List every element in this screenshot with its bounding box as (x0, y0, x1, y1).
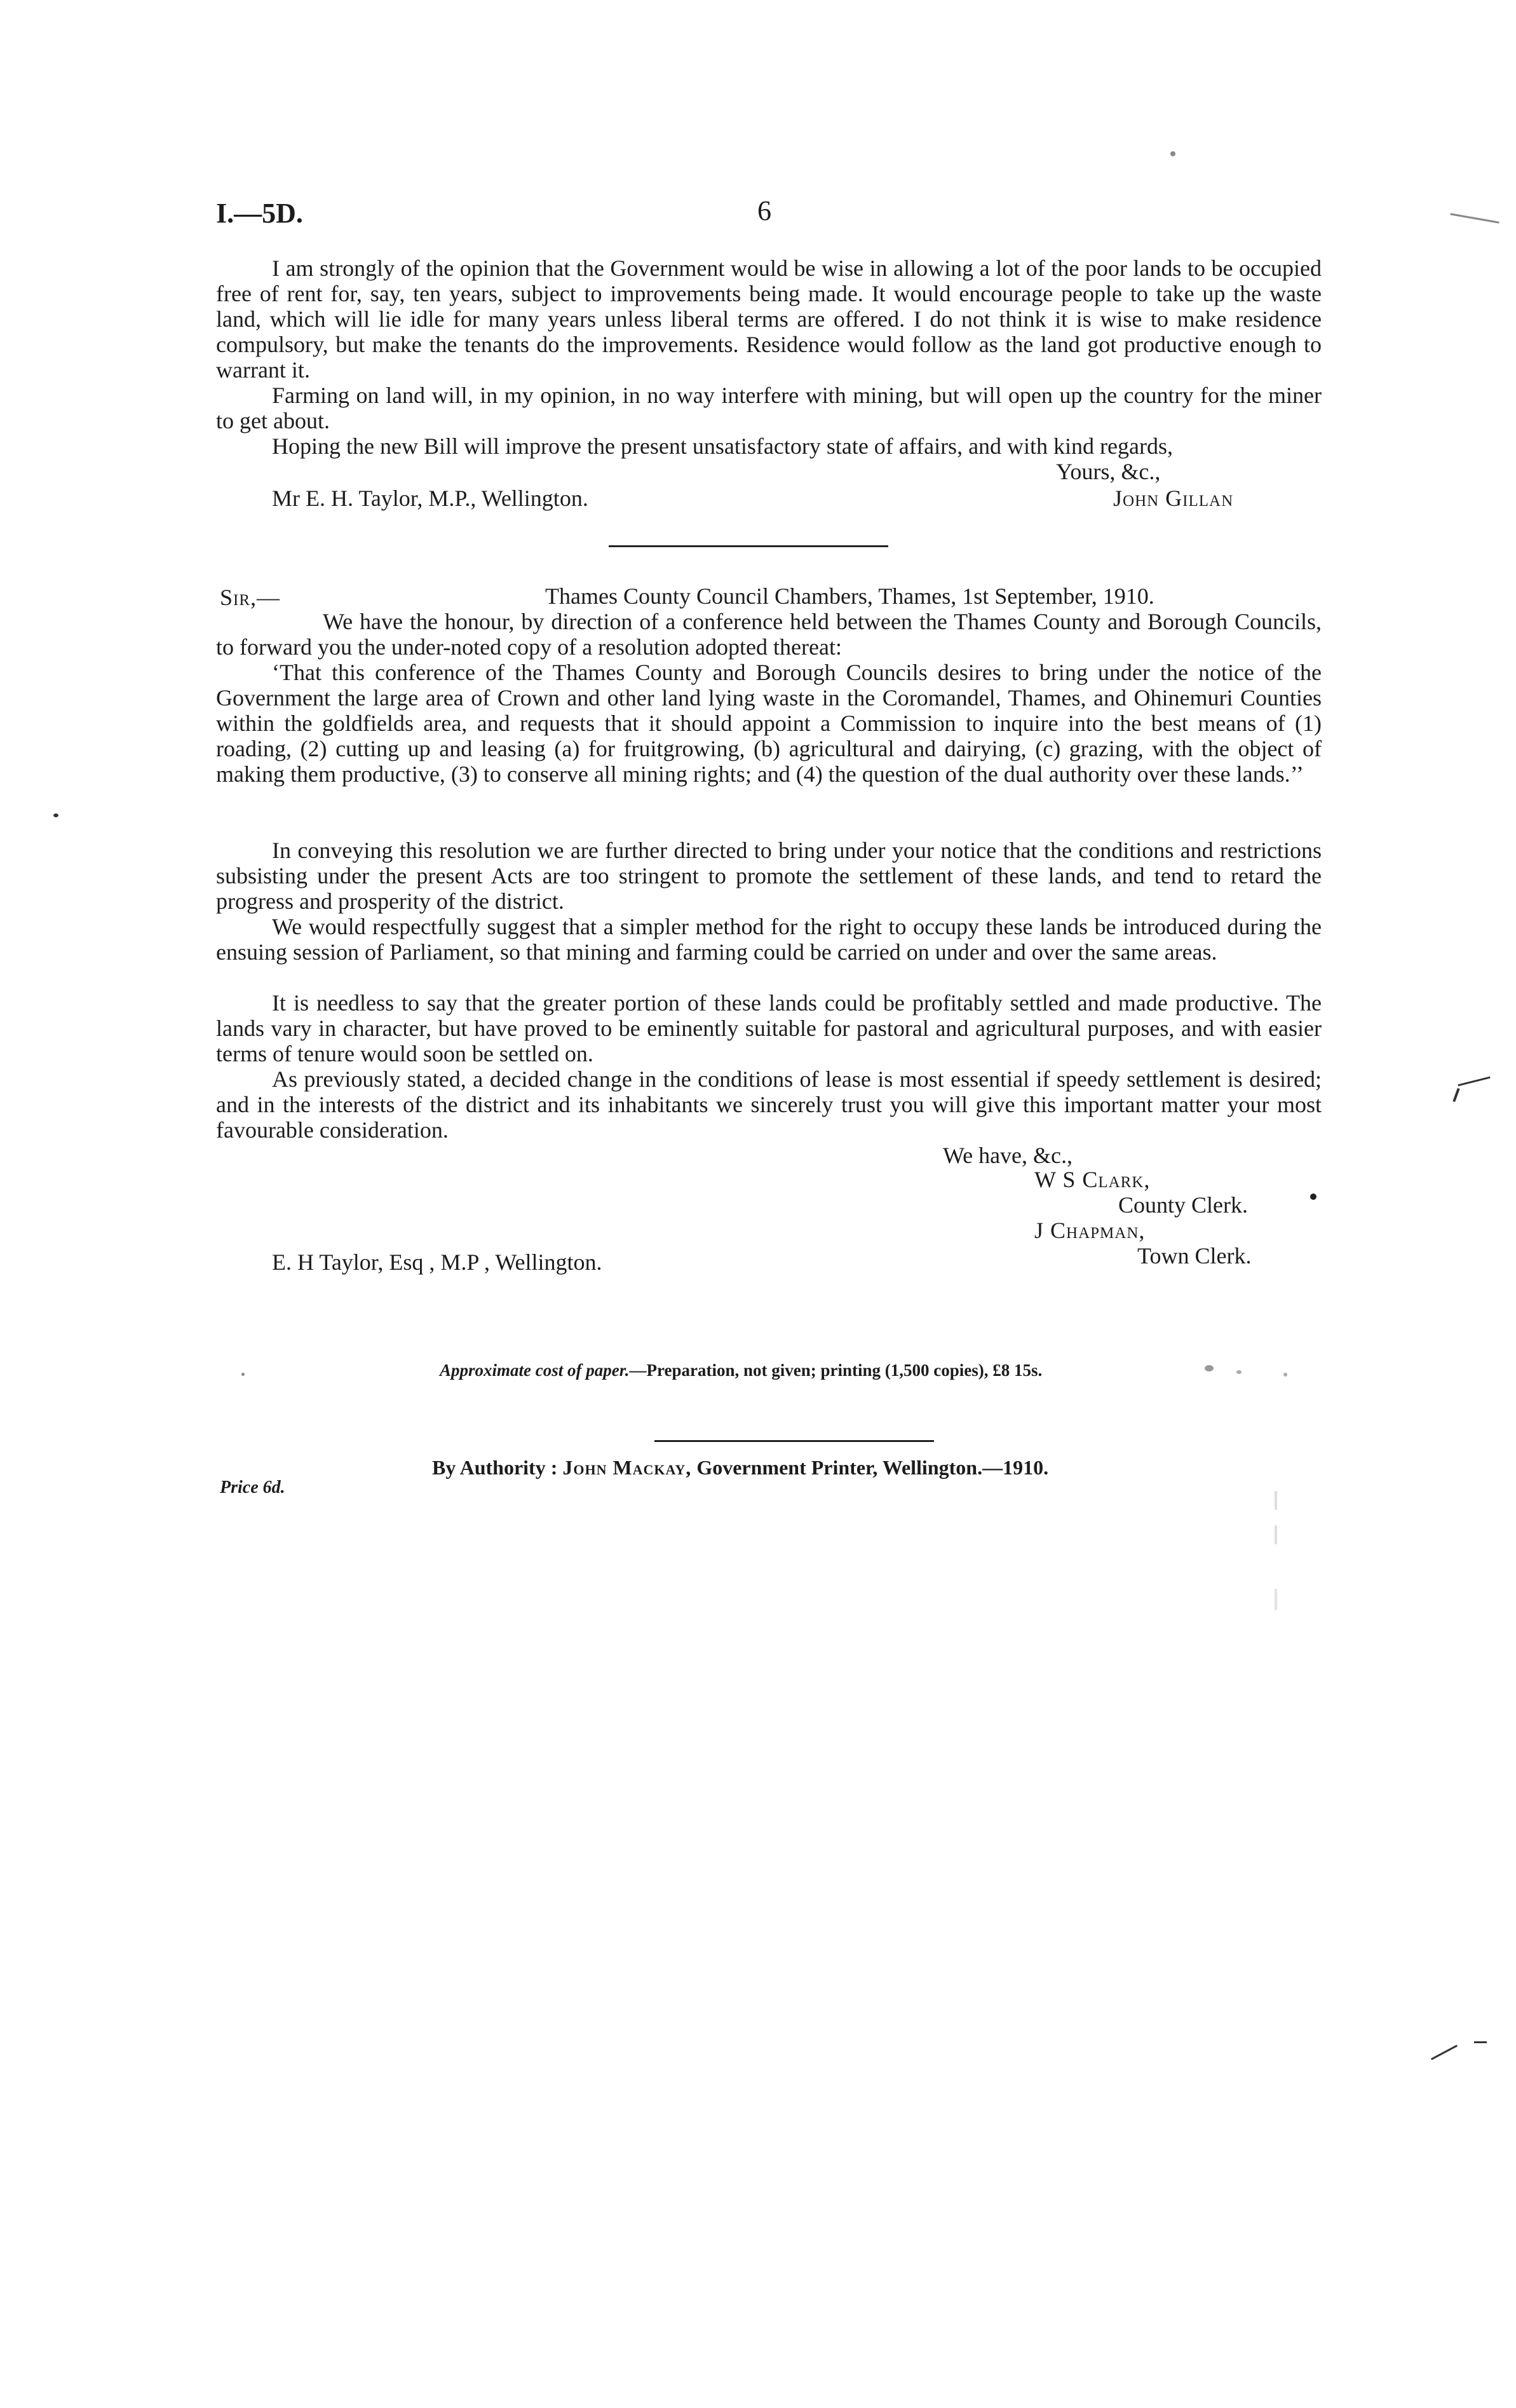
letter2-addressee: E. H Taylor, Esq , M.P , Wellington. (272, 1249, 602, 1275)
letter2-paragraph-6: As previously stated, a decided change in the conditions of lease is most essential if speedy settlement is desired; and in the interests of the district and its inhabitants we sincerely trust you will give this important matter your most favourable consideration. (216, 1066, 1322, 1143)
letter2-dateline: Thames County Council Chambers, Thames, 1st September, 1910. (545, 583, 1154, 609)
scan-speck (241, 1373, 245, 1376)
margin-mark (1452, 1088, 1459, 1102)
letter1-paragraph-1: I am strongly of the opinion that the Government would be wise in allowing a lot of the poor lands to be occupied free of rent for, say, ten years, subject to improvements being made. It would encourage people to take up the waste land, which will lie idle for many years unless liberal terms are offered. I do not think it is wise to make residence compulsory, but make the tenants do the improvements. Residence would follow as the land got productive enough to warrant it. (216, 255, 1322, 383)
signatory-1-name: W S Clark, (1034, 1167, 1151, 1192)
printer-imprint (432, 1455, 1048, 1479)
signatory-2-name: J Chapman, (1034, 1218, 1146, 1243)
authority-suffix: Government Printer, Wellington.—1910. (696, 1456, 1049, 1479)
scan-speck (1170, 151, 1175, 156)
scan-speck (1275, 1525, 1277, 1544)
scan-speck (1283, 1373, 1287, 1377)
page-number: 6 (757, 195, 771, 226)
margin-mark (1450, 213, 1499, 223)
margin-mark (1458, 1077, 1490, 1086)
letter2-closing: We have, &c., (943, 1143, 1073, 1168)
scan-speck (1275, 1491, 1277, 1510)
letter2-resolution: ‘That this conference of the Thames County and Borough Councils desires to bring under the notice of the Government the large area of Crown and other land lying waste in the Coromandel, Thames, and Ohinemuri Counties within the goldfields area, and requests that it should appoint a Commission to inquire into the best means of (1) roading, (2) cutting up and leasing (a) for fruitgrowing, (b) agricultural and dairying, (c) grazing, with the object of making them productive, (3) to conserve all mining rights; and (4) the question of the dual authority over these lands.’’ (216, 660, 1322, 787)
signatory-1-title: County Clerk. (1118, 1192, 1248, 1218)
scan-speck (1275, 1589, 1277, 1610)
letter1-paragraph-2: Farming on land will, in my opinion, in no way interfere with mining, but will open up the country for the miner to get about. (216, 383, 1322, 433)
scan-speck (53, 813, 58, 817)
letter1-signature: John Gillan (1113, 486, 1234, 511)
scan-speck (1310, 1194, 1316, 1200)
footer-divider (654, 1440, 934, 1442)
printer-name: John Mackay, (562, 1456, 692, 1479)
letter1-closing: Yours, &c., (1056, 459, 1161, 484)
letter2-paragraph-4: We would respectfully suggest that a simpler method for the right to occupy these lands be introduced during the ensuing session of Parliament, so that mining and farming could be carried on under and over the same areas. (216, 914, 1322, 965)
section-divider (609, 545, 888, 547)
price: Price 6d. (220, 1478, 285, 1497)
signatory-2-title: Town Clerk. (1137, 1243, 1252, 1269)
authority-prefix: By Authority : (432, 1456, 558, 1479)
letter1-paragraph-3: Hoping the new Bill will improve the present unsatisfactory state of affairs, and with kind regards, (272, 433, 1173, 459)
letter2-paragraph-1: We have the honour, by direction of a conference held between the Thames County and Borough Councils, to forward you the under-noted copy of a resolution adopted thereat: (216, 609, 1322, 660)
letter2-paragraph-3: In conveying this resolution we are further directed to bring under your notice that the conditions and restrictions subsisting under the present Acts are too stringent to promote the settlement of these lands, and tend to retard the progress and prosperity of the district. (216, 838, 1322, 914)
document-reference: I.—5D. (216, 198, 303, 229)
scan-speck (1205, 1365, 1214, 1371)
letter2-salutation: Sir,— (220, 585, 281, 610)
scan-speck (1236, 1370, 1242, 1374)
cost-label: Approximate cost of paper. (440, 1361, 630, 1380)
margin-mark (1431, 2044, 1458, 2060)
letter1-addressee: Mr E. H. Taylor, M.P., Wellington. (272, 486, 588, 511)
cost-details: —Preparation, not given; printing (1,500 copies), £8 15s. (629, 1361, 1043, 1380)
margin-mark (1474, 2041, 1487, 2043)
letter2-paragraph-5: It is needless to say that the greater portion of these lands could be profitably settled and made productive. The lands vary in character, but have proved to be eminently suitable for pastoral and agricultural purposes, and with easier terms of tenure would soon be settled on. (216, 990, 1322, 1066)
cost-note (440, 1360, 1042, 1380)
